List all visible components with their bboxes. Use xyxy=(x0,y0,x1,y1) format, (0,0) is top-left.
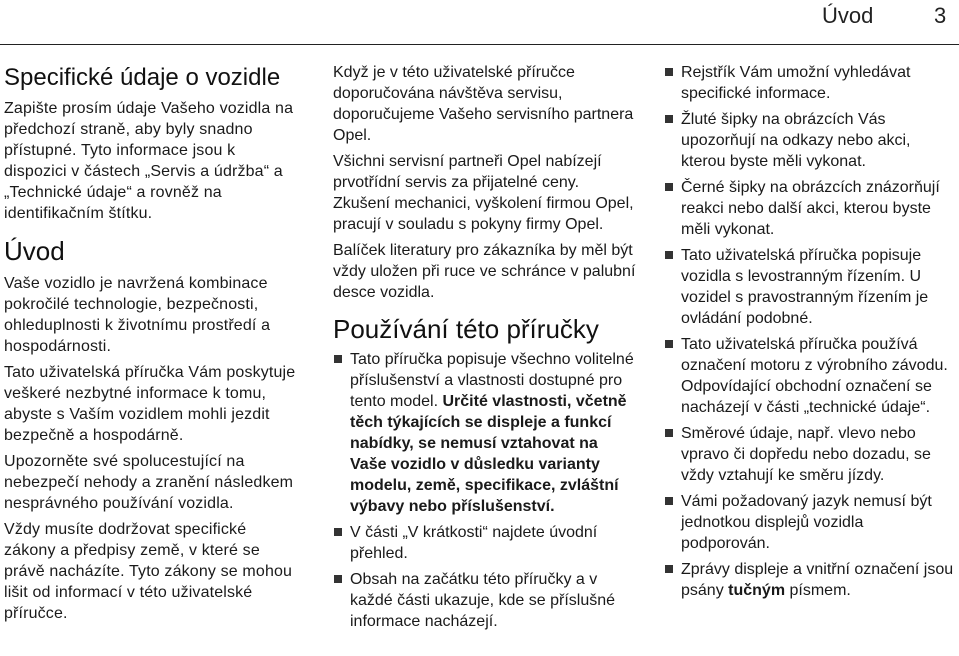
bullet-square-icon xyxy=(665,68,673,76)
list-item xyxy=(664,62,956,104)
paragraph-service-visit: Když je v této uživatelské příručce doporučována návštěva servisu, doporučujeme Vašeho servisního partnera Opel. xyxy=(333,64,634,144)
list-item-text: Tato příručka popisuje všechno volitelné příslušenství a vlastnosti dostupné pro tento model. xyxy=(350,351,634,410)
list-item xyxy=(333,349,637,517)
heading-introduction: Úvod xyxy=(4,236,65,266)
heading-vehicle-data: Specifické údaje o vozidle xyxy=(4,64,281,91)
list-item xyxy=(333,522,637,564)
paragraph-vehicle-combination: Vaše vozidlo je navržená kombinace pokročilé technologie, bezpečnosti, ohleduplnosti k životnímu prostředí a hospodárnosti. xyxy=(4,275,271,355)
bullet-square-icon xyxy=(665,115,673,123)
list-item xyxy=(664,245,956,329)
list-item-text: Černé šipky na obrázcích znázorňují reakci nebo další akci, kterou byste měli vykonat. xyxy=(681,179,940,238)
list-item xyxy=(333,569,637,632)
paragraph-manual-info: Tato uživatelská příručka Vám poskytuje veškeré nezbytné informace k tomu, abyste s Vaším vozidlem mohli jezdit bezpečně a hospodárně. xyxy=(4,364,296,444)
bullet-square-icon xyxy=(334,355,342,363)
list-item xyxy=(664,109,956,172)
bullet-square-icon xyxy=(665,340,673,348)
heading-using-manual: Používání této příručky xyxy=(333,314,599,344)
list-item-text: Tato uživatelská příručka popisuje vozidla s levostranným řízením. U vozidel s pravostranným řízením je ovládání podobné. xyxy=(681,247,929,327)
bullet-square-icon xyxy=(665,183,673,191)
list-item xyxy=(664,559,956,601)
list-item xyxy=(664,177,956,240)
bullet-square-icon xyxy=(665,565,673,573)
paragraph-vehicle-data: Zapište prosím údaje Vašeho vozidla na předchozí straně, aby byly snadno přístupné. Tyto informace jsou k dispozici v částech „Servis a údržba“ a „Technické údaje“ a rovněž na identifikačním štítku. xyxy=(4,100,294,222)
list-item-text: Tato uživatelská příručka používá označení motoru z výrobního závodu. Odpovídající obchodní označení se nacházejí v části „technické údaje“. xyxy=(681,336,948,416)
bullet-square-icon xyxy=(334,575,342,583)
list-item-text: Rejstřík Vám umožní vyhledávat specifické informace. xyxy=(681,64,911,102)
list-item-bold-text: Určité vlastnosti, včetně těch týkajících se displeje a funkcí nabídky, se nemusí vztahovat na Vaše vozidlo v důsledku varianty modelu, země, specifikace, zvláštní výbavy nebo příslušenství. xyxy=(350,393,627,515)
bullet-square-icon xyxy=(665,251,673,259)
list-item xyxy=(664,334,956,418)
list-item-text: V části „V krátkosti“ najdete úvodní přehled. xyxy=(350,524,598,562)
paragraph-service-partners: Všichni servisní partneři Opel nabízejí prvotřídní servis za přijatelné ceny. Zkušení mechanici, vyškolení firmou Opel, pracují v souladu s pokyny firmy Opel. xyxy=(333,153,634,233)
bullet-square-icon xyxy=(665,497,673,505)
column-left xyxy=(4,62,296,629)
list-item-text: Vámi požadovaný jazyk nemusí být jednotkou displejů vozidla podporován. xyxy=(681,493,932,552)
column-right xyxy=(664,62,956,606)
list-item xyxy=(664,491,956,554)
page-header xyxy=(0,0,959,48)
notes-bullet-list xyxy=(664,62,956,601)
header-rule xyxy=(0,44,959,45)
list-item-text: Zprávy displeje a vnitřní označení jsou psány xyxy=(681,561,954,599)
list-item-text: písmem. xyxy=(785,582,851,599)
list-item xyxy=(664,423,956,486)
list-item-text: Žluté šipky na obrázcích Vás upozorňují na odkazy nebo akci, kterou byste měli vykonat. xyxy=(681,111,911,170)
page-number: 3 xyxy=(934,3,947,28)
bullet-square-icon xyxy=(334,528,342,536)
paragraph-laws: Vždy musíte dodržovat specifické zákony a předpisy země, v které se právě nacházíte. Tyto zákony se mohou lišit od informací v této uživatelské příručce. xyxy=(4,521,293,622)
list-item-text: Směrové údaje, např. vlevo nebo vpravo či dopředu nebo dozadu, se vždy vztahují ke směru jízdy. xyxy=(681,425,931,484)
list-item-text: Obsah na začátku této příručky a v každé části ukazuje, kde se příslušné informace nacházejí. xyxy=(350,571,616,630)
section-title: Úvod xyxy=(822,3,874,28)
list-item-bold-text: tučným xyxy=(728,582,786,599)
paragraph-passenger-warning: Upozorněte své spolucestující na nebezpečí nehody a zranění následkem nesprávného používání vozidla. xyxy=(4,453,294,512)
paragraph-literature: Balíček literatury pro zákazníka by měl být vždy uložen při ruce ve schránce v palubní desce vozidla. xyxy=(333,242,636,301)
bullet-square-icon xyxy=(665,429,673,437)
usage-bullet-list xyxy=(333,349,637,632)
column-middle xyxy=(333,62,637,637)
